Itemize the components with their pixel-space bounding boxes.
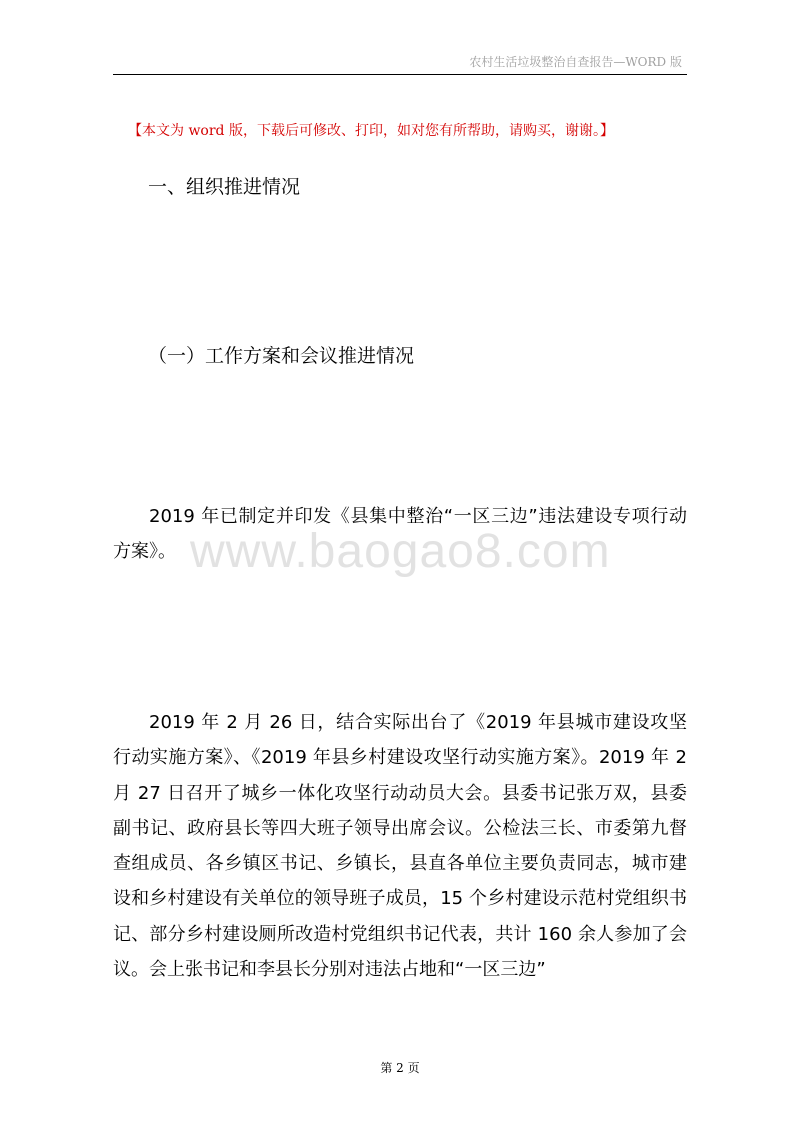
body-paragraph-1: 2019 年已制定并印发《县集中整治“一区三边”违法建设专项行动方案》。 <box>113 506 687 563</box>
body-paragraph-2: 2019 年 2 月 26 日，结合实际出台了《2019 年县城市建设攻坚行动实施方案》、《2019 年县乡村建设攻坚行动实施方案》。2019 年 2 月 27 日召开了城乡一体化攻坚行动动员大会。县委书记张万双，县委副书记、政府县长等四大班子领导出席会议。公检法三长、市委第九督查组成员、各乡镇区书记、乡镇长，县直各单位主要负责同志，城市建设和乡村建设有关单位的领导班子成员，15 个乡村建设示范村党组织书记、部分乡村建设厕所改造村党组织书记代表，共计 160 余人参加了会议。会上张书记和李县长分别对违法占地和“一区三边” <box>113 712 687 981</box>
subsection-heading: （一）工作方案和会议推进情况 <box>148 345 415 367</box>
page-number: 第 2 页 <box>380 1061 420 1075</box>
purchase-notice: 【本文为 word 版，下载后可修改、打印，如对您有所帮助，请购买，谢谢。】 <box>128 123 614 139</box>
site-watermark: www.baogao8.com <box>190 525 611 578</box>
section-heading: 一、组织推进情况 <box>148 176 301 198</box>
document-header-title: 农村生活垃圾整治自查报告—WORD 版 <box>469 55 682 69</box>
header-divider <box>113 74 687 75</box>
